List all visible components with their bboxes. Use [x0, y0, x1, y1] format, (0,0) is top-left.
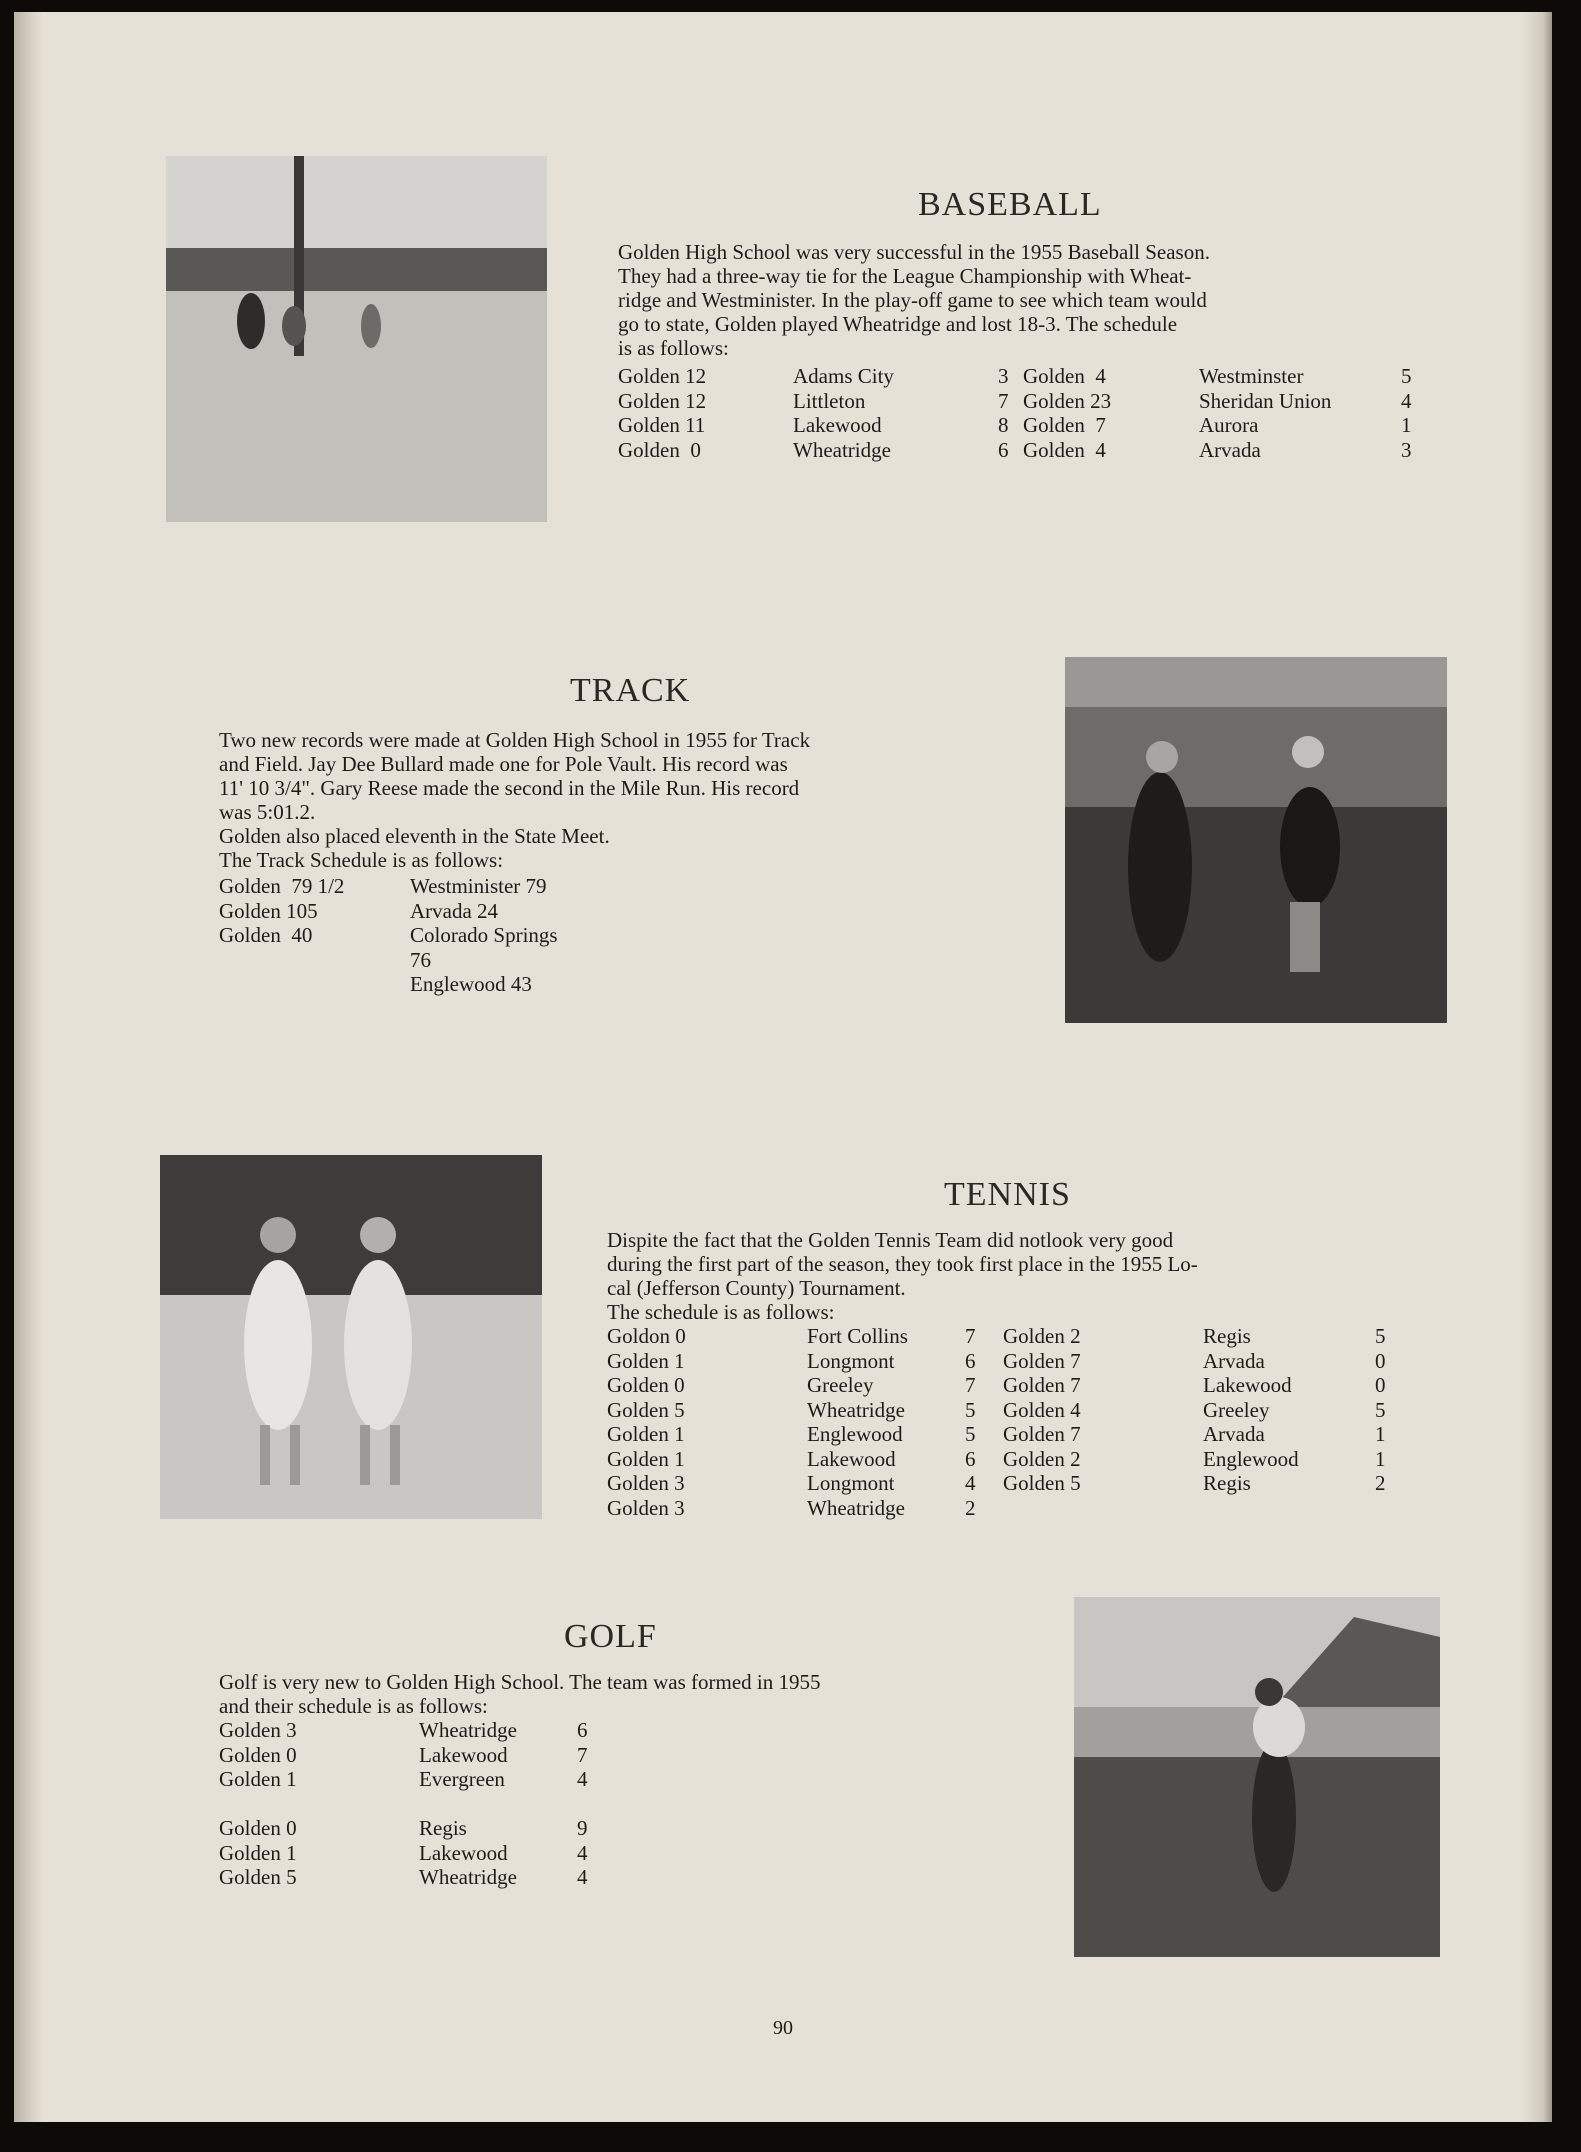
- schedule-cell: Westminster: [1199, 364, 1304, 388]
- schedule-cell: Golden 23: [1023, 388, 1112, 413]
- schedule-cell: 4: [577, 1840, 588, 1865]
- schedule-row: [219, 923, 719, 948]
- schedule-cell: 8: [998, 413, 1009, 437]
- track-line-2: and Field. Jay Dee Bullard made one for Pole Vault. His record was: [219, 752, 788, 776]
- schedule-row: [607, 1398, 1407, 1423]
- schedule-cell: Golden 12: [618, 364, 707, 388]
- schedule-cell: Wheatridge: [419, 1865, 517, 1889]
- track-schedule: [219, 874, 719, 997]
- yearbook-page: [14, 12, 1552, 2122]
- track-extra-line-2: The Track Schedule is as follows:: [219, 848, 504, 872]
- schedule-cell: Wheatridge: [419, 1718, 517, 1742]
- schedule-cell: 1: [1375, 1422, 1386, 1446]
- schedule-cell: Lakewood: [419, 1840, 508, 1865]
- tennis-extra: [607, 1300, 1397, 1324]
- schedule-cell: Golden 7: [1003, 1348, 1081, 1373]
- schedule-cell: Arvada 24: [410, 898, 499, 923]
- schedule-cell: Golden 12: [618, 388, 707, 413]
- schedule-cell: 1: [1375, 1446, 1386, 1471]
- schedule-cell: Lakewood: [1203, 1373, 1292, 1397]
- schedule-cell: Arvada: [1199, 437, 1261, 462]
- schedule-row: [618, 438, 1418, 463]
- schedule-cell: Lakewood: [807, 1446, 896, 1471]
- baseball-line-2: They had a three-way tie for the League Championship with Wheat-: [618, 264, 1192, 288]
- golf-line-2: and their schedule is as follows:: [219, 1694, 488, 1718]
- schedule-row: [607, 1324, 1407, 1349]
- schedule-cell: Golden 5: [1003, 1471, 1081, 1495]
- schedule-cell: Arvada: [1203, 1348, 1265, 1373]
- schedule-row: [219, 874, 719, 899]
- track-extra: [219, 824, 1019, 872]
- schedule-cell: Golden 7: [1003, 1422, 1081, 1446]
- schedule-cell: 3: [1401, 437, 1412, 462]
- schedule-cell: Golden 3: [607, 1471, 685, 1495]
- tennis-schedule: [607, 1324, 1407, 1520]
- schedule-row: [219, 1718, 619, 1743]
- schedule-row: [219, 1865, 619, 1890]
- tennis-line-2: during the first part of the season, they took first place in the 1955 Lo-: [607, 1252, 1198, 1276]
- schedule-row: [219, 899, 719, 924]
- schedule-cell: Arvada: [1203, 1422, 1265, 1446]
- schedule-cell: Golden 1: [607, 1446, 685, 1471]
- schedule-cell: Wheatridge: [807, 1397, 905, 1422]
- schedule-cell: Golden 105: [219, 898, 318, 923]
- tennis-line-3: cal (Jefferson County) Tournament.: [607, 1276, 906, 1300]
- tennis-photo: [160, 1155, 542, 1519]
- track-line-4: was 5:01.2.: [219, 800, 316, 824]
- baseball-line-3: ridge and Westminister. In the play-off game to see which team would: [618, 288, 1207, 312]
- schedule-cell: Littleton: [793, 388, 866, 413]
- baseball-paragraph: [618, 240, 1412, 360]
- schedule-cell: Golden 2: [1003, 1324, 1081, 1348]
- track-extra-line-1: Golden also placed eleventh in the State Meet.: [219, 824, 610, 848]
- schedule-cell: 6: [577, 1718, 588, 1742]
- schedule-cell: Greeley: [807, 1373, 874, 1397]
- schedule-cell: Golden 0: [607, 1373, 685, 1397]
- schedule-cell: Golden 1: [219, 1767, 297, 1791]
- schedule-cell: Golden 0: [618, 437, 701, 462]
- tennis-title: TENNIS: [944, 1176, 1071, 1213]
- schedule-cell: Golden 4: [1003, 1397, 1081, 1422]
- schedule-cell: Golden 3: [219, 1718, 297, 1742]
- schedule-cell: Greeley: [1203, 1397, 1270, 1422]
- schedule-cell: Lakewood: [793, 413, 882, 437]
- schedule-cell: Wheatridge: [807, 1495, 905, 1520]
- schedule-cell: Golden 7: [1003, 1373, 1081, 1397]
- schedule-row: [618, 389, 1418, 414]
- schedule-cell: Regis: [419, 1816, 467, 1840]
- schedule-cell: 6: [998, 437, 1009, 462]
- schedule-cell: Evergreen: [419, 1767, 505, 1791]
- schedule-cell: 0: [1375, 1348, 1386, 1373]
- tennis-extra-line-1: The schedule is as follows:: [607, 1300, 835, 1324]
- schedule-cell: 3: [998, 364, 1009, 388]
- schedule-cell: 4: [577, 1767, 588, 1791]
- schedule-row: [618, 413, 1418, 438]
- schedule-cell: 2: [1375, 1471, 1386, 1495]
- schedule-cell: Sheridan Union: [1199, 388, 1332, 413]
- track-photo: [1065, 657, 1447, 1023]
- schedule-cell: 4: [965, 1471, 976, 1495]
- schedule-cell: Golden 3: [607, 1495, 685, 1520]
- baseball-schedule: [618, 364, 1418, 462]
- schedule-cell: Golden 11: [618, 413, 706, 437]
- tennis-paragraph: [607, 1228, 1397, 1300]
- schedule-cell: 1: [1401, 413, 1412, 437]
- schedule-cell: Longmont: [807, 1348, 895, 1373]
- schedule-row: [219, 1816, 619, 1841]
- schedule-cell: Golden 1: [607, 1422, 685, 1446]
- track-paragraph: [219, 728, 1019, 824]
- schedule-cell: Golden 5: [219, 1865, 297, 1889]
- schedule-cell: Golden 1: [607, 1348, 685, 1373]
- schedule-cell: Adams City: [793, 364, 894, 388]
- golf-line-1: Golf is very new to Golden High School. The team was formed in 1955: [219, 1670, 821, 1694]
- track-line-3: 11' 10 3/4". Gary Reese made the second in the Mile Run. His record: [219, 776, 800, 800]
- schedule-cell: Regis: [1203, 1324, 1251, 1348]
- track-line-1: Two new records were made at Golden High School in 1955 for Track: [219, 728, 811, 752]
- schedule-cell: Aurora: [1199, 413, 1259, 437]
- schedule-cell: Golden 79 1/2: [219, 874, 345, 898]
- schedule-cell: 5: [1375, 1324, 1386, 1348]
- schedule-cell: Regis: [1203, 1471, 1251, 1495]
- schedule-row-spacer: [219, 1792, 619, 1817]
- baseball-photo: [166, 156, 547, 522]
- schedule-cell: Wheatridge: [793, 437, 891, 462]
- schedule-cell: 7: [965, 1324, 976, 1348]
- schedule-row: [607, 1422, 1407, 1447]
- schedule-cell: 7: [998, 388, 1009, 413]
- schedule-cell: 76: [410, 947, 431, 972]
- schedule-cell: Golden 1: [219, 1840, 297, 1865]
- schedule-cell: Golden 2: [1003, 1446, 1081, 1471]
- schedule-cell: 9: [577, 1816, 588, 1840]
- tennis-line-1: Dispite the fact that the Golden Tennis Team did notlook very good: [607, 1228, 1174, 1252]
- schedule-row: [607, 1447, 1407, 1472]
- schedule-cell: 6: [965, 1446, 976, 1471]
- schedule-row: [219, 948, 719, 973]
- binding-shadow-left: [14, 12, 44, 2122]
- schedule-cell: 7: [577, 1742, 588, 1767]
- schedule-row: [607, 1496, 1407, 1521]
- baseball-line-4: go to state, Golden played Wheatridge and lost 18-3. The schedule: [618, 312, 1178, 336]
- schedule-cell: 5: [1401, 364, 1412, 388]
- schedule-cell: Englewood 43: [410, 972, 532, 996]
- binding-shadow-right: [1522, 12, 1552, 2122]
- schedule-row: [219, 1841, 619, 1866]
- schedule-row: [219, 1767, 619, 1792]
- schedule-cell: Colorado Springs: [410, 923, 558, 947]
- schedule-cell: 5: [1375, 1397, 1386, 1422]
- schedule-cell: 4: [1401, 388, 1412, 413]
- baseball-title: BASEBALL: [918, 186, 1102, 223]
- schedule-cell: 6: [965, 1348, 976, 1373]
- schedule-cell: 7: [965, 1373, 976, 1397]
- schedule-row: [219, 1743, 619, 1768]
- baseball-line-1: Golden High School was very successful in the 1955 Baseball Season.: [618, 240, 1210, 264]
- schedule-cell: Englewood: [807, 1422, 903, 1446]
- schedule-cell: Longmont: [807, 1471, 895, 1495]
- page-number: 90: [773, 2017, 793, 2039]
- schedule-row: [618, 364, 1418, 389]
- schedule-cell: Golden 7: [1023, 413, 1106, 437]
- schedule-cell: Golden 5: [607, 1397, 685, 1422]
- golf-title: GOLF: [564, 1618, 657, 1655]
- schedule-row: [607, 1349, 1407, 1374]
- golf-paragraph: [219, 1670, 1029, 1718]
- schedule-cell: Lakewood: [419, 1742, 508, 1767]
- schedule-row: [219, 972, 719, 997]
- baseball-line-5: is as follows:: [618, 336, 729, 360]
- schedule-cell: 4: [577, 1865, 588, 1889]
- schedule-cell: Goldon 0: [607, 1324, 686, 1348]
- track-title: TRACK: [570, 672, 691, 709]
- schedule-row: [607, 1373, 1407, 1398]
- schedule-cell: 5: [965, 1397, 976, 1422]
- schedule-cell: Golden 4: [1023, 364, 1106, 388]
- schedule-cell: Englewood: [1203, 1446, 1299, 1471]
- schedule-cell: 0: [1375, 1373, 1386, 1397]
- schedule-cell: 5: [965, 1422, 976, 1446]
- schedule-cell: Fort Collins: [807, 1324, 908, 1348]
- schedule-cell: Golden 40: [219, 923, 313, 947]
- schedule-cell: Golden 0: [219, 1816, 297, 1840]
- schedule-row: [607, 1471, 1407, 1496]
- schedule-cell: Golden 4: [1023, 437, 1106, 462]
- schedule-cell: 2: [965, 1495, 976, 1520]
- schedule-cell: Golden 0: [219, 1742, 297, 1767]
- golf-schedule: [219, 1718, 619, 1890]
- golf-photo: [1074, 1597, 1440, 1957]
- schedule-cell: Westminister 79: [410, 874, 547, 898]
